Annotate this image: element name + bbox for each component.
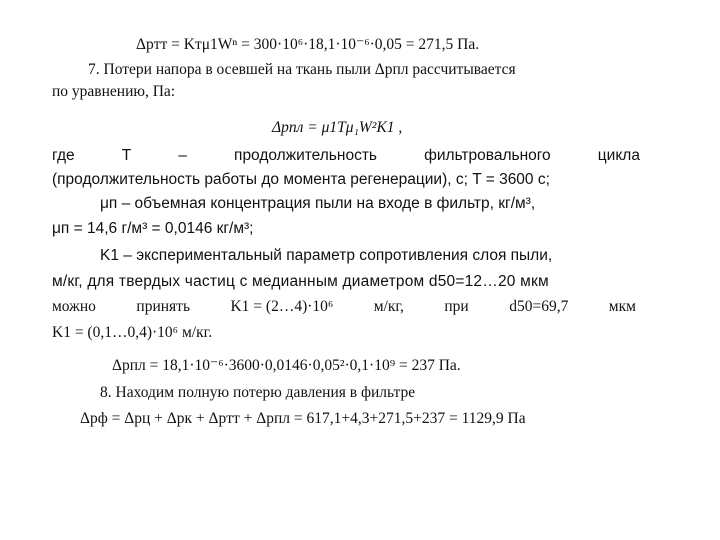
equation-delta-pl-calc: Δpпл = 18,1·10⁻⁶·3600·0,0146·0,05²·0,1·10⁹ = 237 Па.	[112, 357, 461, 374]
k1-accept-word: мкм	[608, 298, 636, 315]
k1-accept-word: м/кг,	[373, 298, 404, 315]
k1-accept-word: K1 = (2…4)·10⁶	[230, 298, 334, 315]
duration-note: (продолжительность работы до момента регенерации), с; T = 3600 с;	[52, 171, 550, 188]
k1-definition: K1 – экспериментальный параметр сопротивления слоя пыли,	[100, 247, 553, 264]
k1-accept-word: d50=69,7	[509, 298, 569, 315]
where-word: T	[121, 147, 132, 164]
k1-accept-word: при	[444, 298, 469, 315]
k1-accept-word: принять	[136, 298, 191, 315]
item-8-line: 8. Находим полную потерю давления в фильтре	[100, 384, 416, 401]
where-word: цикла	[597, 147, 640, 164]
mu-definition: μп – объемная концентрация пыли на входе в фильтр, кг/м³,	[100, 195, 536, 212]
k1-accept-line	[52, 297, 636, 317]
k1-median-line: м/кг, для твердых частиц с медианным диаметром d50=12…20 мкм	[52, 273, 549, 290]
where-line	[52, 146, 640, 166]
equation-delta-pm: Δpтт = Kтμ1Wⁿ = 300·10⁶·18,1·10⁻⁶·0,05 = 271,5 Па.	[136, 36, 480, 53]
equation-total: Δpф = Δpц + Δpк + Δpтт + Δpпл = 617,1+4,3+271,5+237 = 1129,9 Па	[80, 410, 526, 427]
item-7-second-line: по уравнению, Па:	[52, 83, 176, 100]
where-word: –	[178, 147, 187, 164]
where-word: фильтровального	[424, 147, 551, 164]
item-7-first-line: 7. Потери напора в осевшей на ткань пыли Δpпл рассчитывается	[88, 61, 516, 78]
where-word: продолжительность	[234, 147, 377, 164]
equation-delta-pl: Δpпл = μ1Tμ₁W²K1 ,	[272, 119, 403, 136]
where-word: где	[52, 147, 75, 164]
mu-value: μп = 14,6 г/м³ = 0,0146 кг/м³;	[52, 220, 254, 237]
k1-value: K1 = (0,1…0,4)·10⁶ м/кг.	[52, 324, 213, 341]
k1-accept-word: можно	[52, 298, 96, 315]
